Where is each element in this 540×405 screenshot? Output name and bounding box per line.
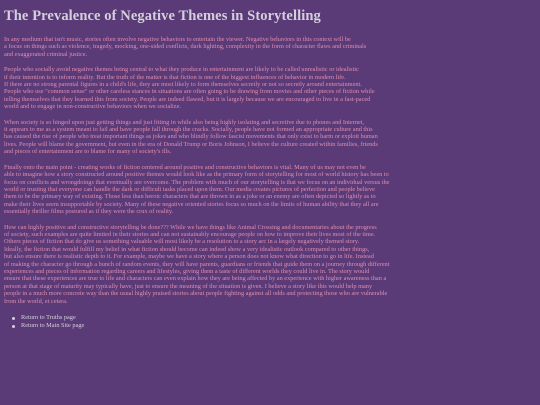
truths-page-link[interactable]: Return to Truths page bbox=[21, 314, 76, 321]
paragraph-intro: In any medium that isn't music, stories often involve negative behaviors to entertain the viewer. Negative behaviors in this context will be a focus on things such as violence, tragedy, mocking, one-sided conflicts, dark lighting, complexity in the form of character flaws and criminals and exaggerated criminal justice. bbox=[4, 36, 367, 58]
nav-item-truths bbox=[21, 314, 536, 322]
paragraph-how: How can highly positive and constructive storytelling be done??? While we have things like Animal Crossing and documentaries about the progress of society, such examples are quite limited in their stories and can not sustainably encourage people on how to improve their lives most of the time. Others pieces of fiction that do give us something valuable will most likely be a resolution to a story arc in a largely negatively themed story. Ideally, the fiction that would fulfill my belief in what fiction should become can indeed show a very idealistic outlook compared to other things, but also ensure there is realistic depth to it. For example, maybe we have a story where a person does not know what direction to go in life. Instead of making the character go through a bunch of random events, they will have parents, guardians or friends that guide them on a journey through different experiences and pieces of information regarding careers and lifestyles, giving them a taste of different worlds they could live in. The story would ensure that these experiences are true to life and characters can even explain how they are being affected by an experience with higher awareness than a person at that stage of maturity may typically have, just to ensure the meaning of the situation is given. I believe a story like this would help many people in a much more concrete way than the usual highly praised stories about people fighting against all odds and protecting those who are vulnerable from the world, et cetera. bbox=[4, 223, 390, 305]
paragraph-society: When society is so hinged upon just getting things and just fitting in while also being highly isolating and secretive due to phones and Internet, it appears to me as a system meant to fail and have people fall through the cracks. Socially, people have not formed an appropriate culture and this has caused the rise of people who treat important things as jokes and who blindly follow fascist movements that only exist to harm or exploit human lives. People will blame the government, but even in the era of Donald Trump or Boris Johnson, I believe the culture created within families, friends and pieces of entertainment are to blame for many of society's ills. bbox=[4, 118, 378, 156]
nav-links bbox=[4, 314, 536, 330]
paragraph-influence: People who socially avoid negative themes being central to what they produce in entertainment are likely to be called unrealistic or idealistic if their intention is to inform reality. But the truth of the matter is that fiction is one of the biggest influences of behavior in modern life. If there are no strong parental figures in a child's life, they are most likely to form themselves secretly or not so secretly around entertainment. People who use "common sense" or other careless stances in situations are often going to be drawing from movies and other pieces of fiction while telling themselves that they learned this from society. People are indeed flawed, but it is largely because we are encouraged to live in a fast-paced world and to engage in non-constructive behaviors when we socialize. bbox=[4, 66, 375, 111]
paragraph-main-point: Finally onto the main point - creating works of fiction centered around positive and constructive behaviors is vital. Many of us may not even be able to imagine how a story constructed around positive themes would look like as the primary form of storytelling for most of world history has been to focus on conflicts and wrongdoings that eventually are overcome. The problem with much of our storytelling is that we focus on an individual versus the world or trusting that everyone can handle the dark or difficult tasks placed upon them. Our media creates pictures of perfection and people believe them to be the primary way of existing. Those less than heroic characters that are thrown in as a joke or an enemy are often depicted so lightly as to make their lives seem insupportable by society. Many of these negative oriented stories focus so much on the limits of human ability that they all are essentially thriller films postured as if they were the crux of reality. bbox=[4, 163, 390, 216]
nav-item-main-site bbox=[21, 322, 536, 330]
page-title: The Prevalence of Negative Themes in Storytelling bbox=[4, 8, 321, 24]
main-site-link[interactable]: Return to Main Site page bbox=[21, 322, 85, 329]
